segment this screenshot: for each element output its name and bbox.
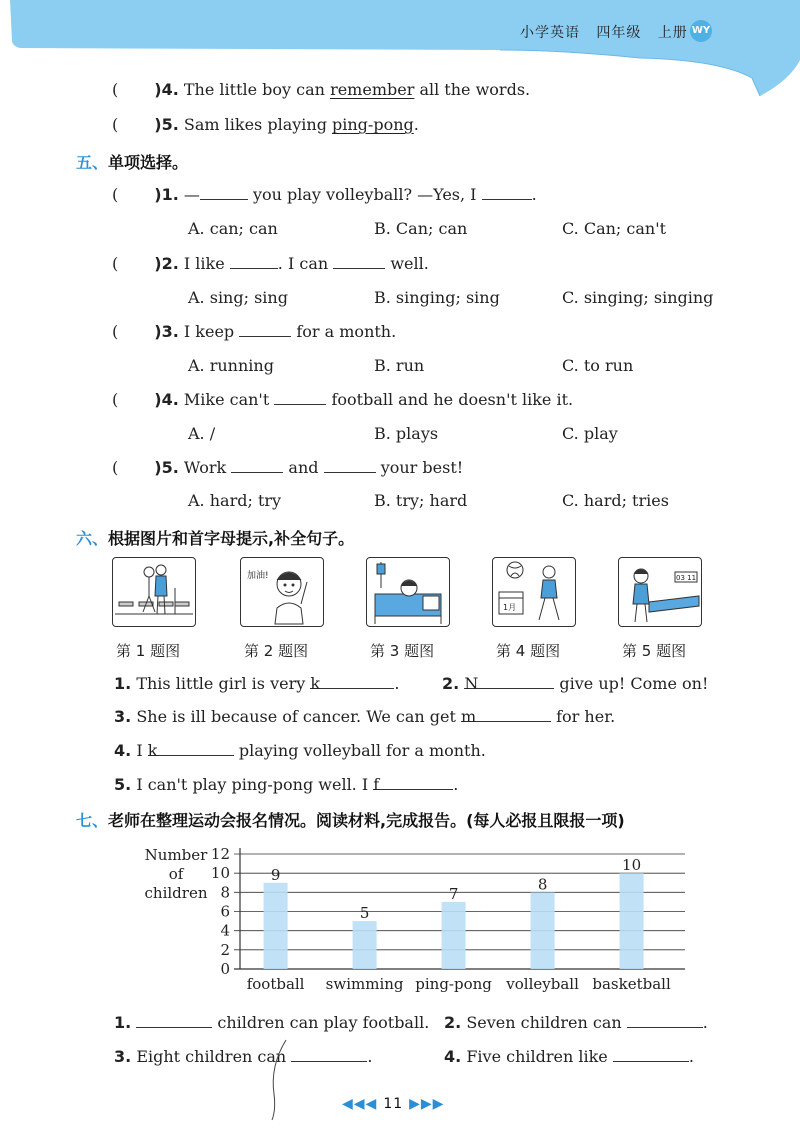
sentence-after: give up! Come on!: [559, 674, 709, 693]
item-number: 4.: [444, 1047, 462, 1066]
data-label: 5: [359, 904, 370, 923]
answer-blank[interactable]: [274, 390, 326, 405]
calendar-label: 1月: [503, 603, 517, 612]
section-title: 根据图片和首字母提示,补全句子。: [108, 529, 355, 548]
underlined-word: remember: [330, 80, 415, 99]
item-number: 3.: [114, 707, 132, 726]
y-tick-label: 12: [210, 845, 230, 863]
y-ticks: [211, 845, 230, 978]
stem-after: .: [413, 115, 419, 134]
section-5-heading: [76, 150, 188, 173]
picture-3: [366, 557, 450, 627]
hint-letter: f: [373, 775, 380, 794]
y-tick-label: 6: [220, 902, 230, 921]
hint-letter: k: [310, 674, 321, 693]
crosswalk-illustration: [113, 558, 195, 626]
item-number: 1.: [114, 674, 132, 693]
s6-sentence-4: [114, 741, 486, 760]
s7-report-2: 2. Seven children can .: [444, 1013, 708, 1032]
item-number: )3.: [154, 322, 179, 341]
s7-report-4: 4. Five children like .: [444, 1047, 694, 1066]
item-number: )4.: [154, 390, 179, 409]
y-tick-label: 8: [220, 883, 230, 902]
s5-q1-option-a[interactable]: A. can; can: [188, 219, 278, 238]
answer-blank[interactable]: [333, 254, 385, 269]
prev-item-4: [112, 80, 530, 99]
caption-2: 第 2 题图: [244, 642, 309, 660]
ping-pong-illustration: [619, 558, 701, 626]
s5-q4-option-a[interactable]: A. /: [188, 424, 216, 443]
item-number: )5.: [154, 115, 179, 134]
y-tick-label: 4: [220, 921, 230, 940]
y-tick-label: 2: [220, 940, 230, 959]
x-tick-label: volleyball: [506, 975, 579, 993]
report-text: Five children like: [466, 1047, 608, 1066]
s6-sentence-3: [114, 707, 615, 726]
s5-question-4: ( )4. Mike can't football and he doesn't like it.: [112, 390, 574, 409]
section-title: 单项选择。: [108, 153, 189, 172]
bar-swimming: [353, 921, 377, 969]
stem-a: Mike can't: [183, 390, 270, 409]
stem-before: The little boy can: [183, 80, 331, 99]
stem-before: Sam likes playing: [183, 115, 333, 134]
y-tick-label: 0: [220, 960, 230, 978]
scoreboard-label: 03 11: [676, 574, 697, 582]
answer-blank[interactable]: [239, 322, 291, 337]
s5-question-2: ( )2. I like . I can well.: [112, 254, 429, 273]
prev-arrows-icon: ◀◀◀: [342, 1096, 378, 1112]
answer-blank[interactable]: [464, 674, 554, 693]
answer-blank[interactable]: [200, 185, 248, 200]
s5-q2-option-b[interactable]: B. singing; sing: [374, 288, 500, 307]
item-number: 2.: [444, 1013, 462, 1032]
s6-sentence-1: [114, 674, 399, 693]
data-label: 9: [270, 865, 281, 884]
item-number: )5.: [154, 458, 179, 477]
y-axis-label-line: Number: [144, 846, 208, 864]
x-tick-label: basketball: [592, 975, 671, 993]
answer-blank[interactable]: [291, 1047, 367, 1062]
y-axis-label-line: children: [144, 884, 208, 902]
s5-q1-option-c[interactable]: C. Can; can't: [562, 219, 667, 238]
cheer-label: 加油!: [247, 571, 269, 581]
wy-badge: WY: [690, 20, 712, 42]
s5-question-1: ( )1. — you play volleyball? —Yes, I .: [112, 185, 537, 204]
bar-football: [264, 883, 288, 969]
item-number: )2.: [154, 254, 179, 273]
item-number: 1.: [114, 1013, 132, 1032]
volleyball-calendar-illustration: [493, 558, 575, 626]
s5-q2-option-a[interactable]: A. sing; sing: [188, 288, 288, 307]
picture-1: [112, 557, 196, 627]
s5-q4-option-c[interactable]: C. play: [562, 424, 618, 443]
stem-c: well.: [390, 254, 429, 273]
x-tick-label: swimming: [325, 975, 404, 993]
header-volume: 上册: [657, 25, 688, 41]
item-number: 2.: [442, 674, 460, 693]
caption-1: 第 1 题图: [116, 642, 181, 660]
prev-item-5: [112, 115, 419, 134]
answer-blank[interactable]: [613, 1047, 689, 1062]
sentence-after: for her.: [556, 707, 616, 726]
answer-blank[interactable]: [461, 707, 551, 726]
bar-basketball: [620, 873, 644, 969]
sentence-after: .: [394, 674, 400, 693]
s5-q3-option-c[interactable]: C. to run: [562, 356, 634, 375]
sentence-before: I: [136, 741, 143, 760]
s5-question-5: ( )5. Work and your best!: [112, 458, 464, 477]
caption-5: 第 5 题图: [622, 642, 687, 660]
stem-after: all the words.: [414, 80, 531, 99]
x-tick-label: football: [246, 975, 305, 993]
data-label: 10: [622, 856, 642, 875]
answer-blank[interactable]: [230, 254, 278, 269]
sentence-after: playing volleyball for a month.: [238, 741, 486, 760]
stem-c: your best!: [380, 458, 464, 477]
report-text: Eight children can: [136, 1047, 287, 1066]
section-title: 老师在整理运动会报名情况。阅读材料,完成报告。(每人必报且限报一项): [108, 811, 625, 830]
sentence-after: .: [453, 775, 459, 794]
s5-question-3: ( )3. I keep for a month.: [112, 322, 397, 341]
section-number: 六、: [76, 529, 109, 548]
header-subject: 小学英语: [520, 25, 580, 41]
x-ticks: [247, 975, 671, 993]
stem-a: —: [183, 185, 200, 204]
s5-q5-option-b[interactable]: B. try; hard: [374, 491, 468, 510]
bar-chart: [140, 840, 700, 1000]
next-arrows-icon: ▶▶▶: [409, 1096, 445, 1112]
stem-a: Work: [183, 458, 227, 477]
stem-b: and: [288, 458, 319, 477]
section-6-heading: [76, 526, 354, 549]
answer-blank[interactable]: [482, 185, 532, 200]
section-7-heading: [76, 808, 625, 831]
paren-open: (: [112, 115, 119, 134]
s5-q4-option-b[interactable]: B. plays: [374, 424, 439, 443]
stem-b: football and he doesn't like it.: [331, 390, 574, 409]
stem-b: for a month.: [296, 322, 397, 341]
hospital-bed-illustration: [367, 558, 449, 626]
picture-4: [492, 557, 576, 627]
stem-a: I keep: [183, 322, 235, 341]
s5-q3-option-b[interactable]: B. run: [374, 356, 425, 375]
caption-3: 第 3 题图: [370, 642, 435, 660]
answer-blank[interactable]: [373, 775, 453, 794]
header-title: [520, 22, 688, 42]
answer-blank[interactable]: [231, 458, 283, 473]
s6-sentence-2: [442, 674, 708, 693]
answer-blank[interactable]: [310, 674, 394, 693]
section-number: 七、: [76, 811, 109, 830]
x-tick-label: ping-pong: [415, 975, 492, 993]
data-label: 8: [537, 875, 548, 894]
s5-q3-option-a[interactable]: A. running: [188, 356, 274, 375]
page-number: 11: [383, 1096, 404, 1112]
s6-sentence-5: [114, 775, 458, 794]
section-number: 五、: [76, 153, 109, 172]
s5-q5-option-c[interactable]: C. hard; tries: [562, 491, 669, 510]
stem-c: .: [531, 185, 537, 204]
stem-b: . I can: [277, 254, 329, 273]
caption-4: 第 4 题图: [496, 642, 561, 660]
s5-q2-option-c[interactable]: C. singing; singing: [562, 288, 714, 307]
hint-letter: m: [461, 707, 477, 726]
y-axis-label-line: of: [168, 865, 184, 883]
answer-blank[interactable]: [627, 1013, 703, 1028]
report-text: Seven children can: [466, 1013, 622, 1032]
underlined-word: ping-pong: [332, 115, 414, 134]
header-grade: 四年级: [596, 25, 642, 41]
hint-letter: k: [147, 741, 158, 760]
s5-q1-option-b[interactable]: B. Can; can: [374, 219, 468, 238]
item-number: )1.: [154, 185, 179, 204]
bar-ping-pong: [442, 902, 466, 969]
page-footer: [342, 1096, 444, 1112]
picture-5: [618, 557, 702, 627]
answer-blank[interactable]: [136, 1013, 212, 1028]
pencil-mark: [262, 1036, 292, 1122]
hint-letter: N: [464, 674, 479, 693]
stem-a: I like: [183, 254, 225, 273]
stem-b: you play volleyball? —Yes, I: [252, 185, 477, 204]
y-axis-label: [145, 846, 209, 902]
s7-report-1: [114, 1013, 429, 1032]
item-number: 5.: [114, 775, 132, 794]
cheering-boy-illustration: [241, 558, 323, 626]
bar-volleyball: [531, 892, 555, 969]
paren-open: (: [112, 80, 119, 99]
y-tick-label: 10: [210, 864, 230, 883]
item-number: )4.: [154, 80, 179, 99]
item-number: 4.: [114, 741, 132, 760]
item-number: 3.: [114, 1047, 132, 1066]
sentence-before: She is ill because of cancer. We can get: [136, 707, 456, 726]
answer-blank[interactable]: [147, 741, 234, 760]
data-label: 7: [448, 884, 459, 903]
picture-2: [240, 557, 324, 627]
report-text: children can play football.: [217, 1013, 430, 1032]
answer-blank[interactable]: [324, 458, 376, 473]
sentence-before: This little girl is very: [136, 674, 306, 693]
s7-report-3: 3. Eight children can .: [114, 1047, 373, 1066]
s5-q5-option-a[interactable]: A. hard; try: [188, 491, 282, 510]
sentence-before: I can't play ping-pong well. I: [136, 775, 369, 794]
